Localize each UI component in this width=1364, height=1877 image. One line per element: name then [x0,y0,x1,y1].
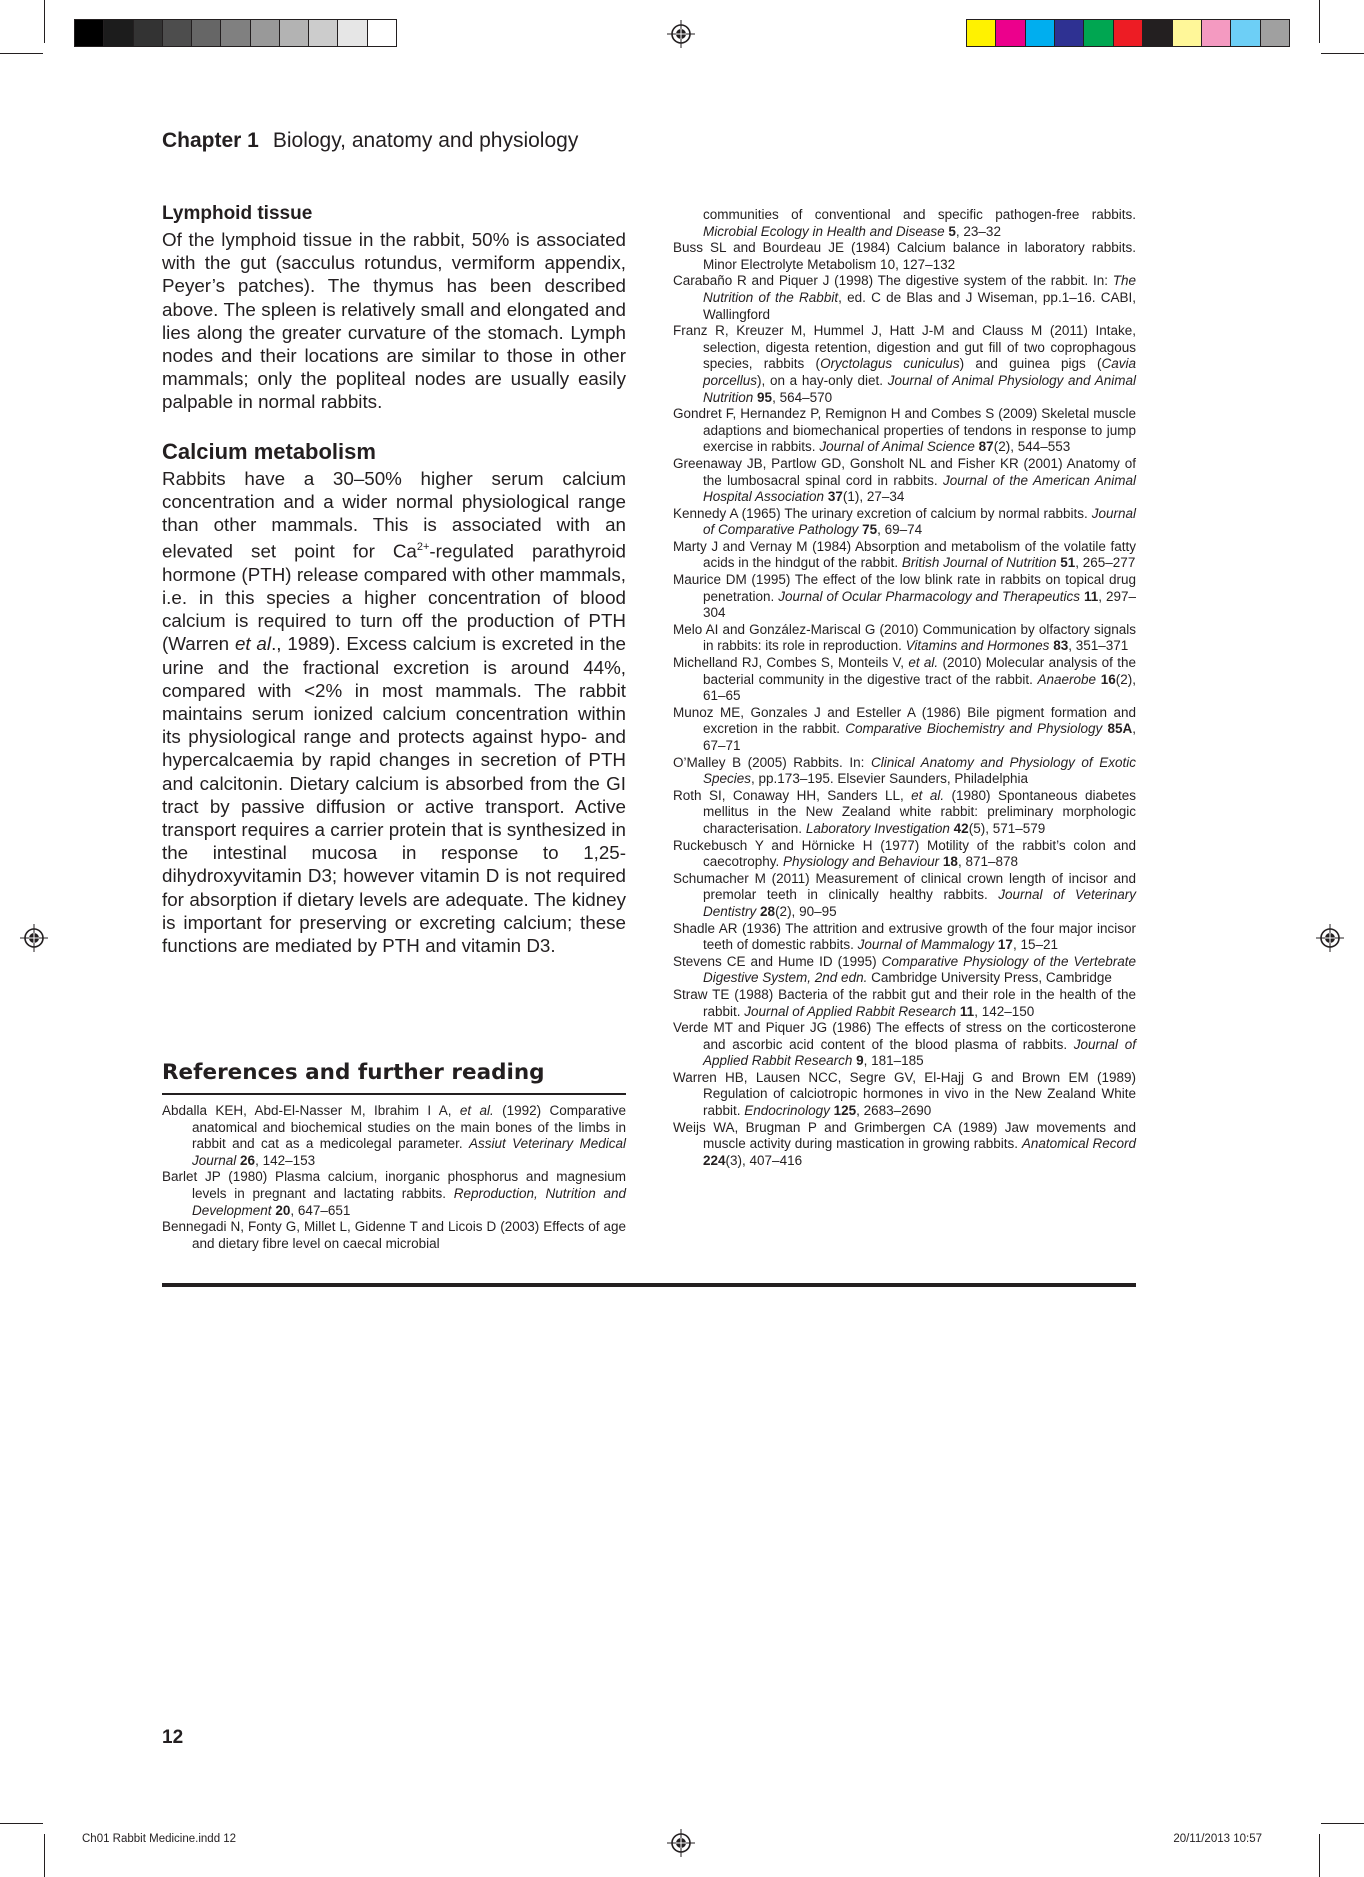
registration-mark-icon [1316,924,1344,952]
reference-text: Verde MT and Piquer JG (1986) The effects of stress on the corticosterone and ascorbic acid content of the blood plasma of rabbits. [673,1020,1136,1052]
journal-title: Journal of Animal Physiology and Animal Nutrition [703,372,1136,405]
volume: 9 [856,1053,864,1069]
chapter-title: Biology, anatomy and physiology [272,129,579,152]
reference-text: , 23–32 [955,223,1001,239]
reference-text: , 647–651 [290,1202,351,1218]
reference-text: (1), 27–34 [842,489,905,505]
italic-text: et al. [459,1103,494,1118]
reference-item [673,1020,1136,1070]
reference-text: communities of conventional and specific pathogen-free rabbits. [703,207,1136,222]
italic-text: et al [234,633,272,655]
color-swatch [1026,20,1055,46]
italic-text: Oryctolagus cuniculus [820,356,960,372]
reference-text: , 265–277 [1075,555,1136,571]
volume: 16 [1100,671,1116,687]
volume: 42 [953,820,969,836]
volume: 75 [862,522,878,538]
reference-text: Warren HB, Lausen NCC, Segre GV, El-Hajj G and Brown EM (1989) Regulation of calciotropic hormones in vivo in the New Zealand White rabbit. [673,1069,1136,1119]
italic-text: et al. [911,787,945,803]
journal-title: Reproduction, Nutrition and Development [192,1185,626,1218]
reference-text: Cambridge University Press, Cambridge [867,970,1112,986]
volume: 224 [703,1152,726,1168]
reference-text: , 181–185 [863,1053,924,1069]
slug-filename: Ch01 Rabbit Medicine.indd 12 [82,1833,237,1845]
reference-text: Melo AI and González-Mariscal G (2010) Communication by olfactory signals in rabbits: its role in reproduction. [673,621,1136,654]
color-swatch [1261,20,1289,46]
references-heading: References and further reading [162,1060,626,1095]
volume: 28 [760,903,776,919]
reference-text: Franz R, Kreuzer M, Hummel J, Hatt J-M and Clauss M (2011) Intake, selection, digesta retention, digestion and gut fill of two coprophagous species, rabbits ( [673,323,1136,372]
reference-text: (2), 544–553 [993,439,1071,455]
color-swatch [104,20,133,46]
chapter-number: Chapter 1 [162,129,259,152]
reference-item [162,1103,626,1169]
italic-text: Cavia porcellus [703,356,1137,388]
reference-text: Straw TE (1988) Bacteria of the rabbit gut and their role in the health of the rabbit. [673,986,1136,1019]
reference-item [673,655,1136,705]
superscript: 2+ [416,541,430,554]
color-swatch [75,20,104,46]
reference-item [162,1219,626,1252]
journal-title: Microbial Ecology in Health and Disease [703,223,945,239]
running-header [162,129,578,153]
volume: 125 [833,1103,857,1119]
color-swatch [1055,20,1084,46]
page-number: 12 [162,1727,184,1748]
reference-text: Gondret F, Hernandez P, Remignon H and Combes S (2009) Skeletal muscle adaptions and biomechanical properties of tendons in response to jump exercise in rabbits. [673,406,1136,455]
italic-text: Clinical Anatomy and Physiology of Exotic Species [703,754,1137,787]
reference-text: , ed. C de Blas and J Wiseman, pp.1–16. CABI, Wallingford [703,289,1136,322]
body-text: -regulated parathyroid hormone (PTH) release compared with other mammals, i.e. in this species a higher concentration of blood calcium is required to turn off the production of PTH (Warren [162,540,626,655]
reference-text: O’Malley B (2005) Rabbits. In: [673,754,871,770]
reference-text: Greenaway JB, Partlow GD, Gonsholt NL and Fisher KR (2001) Anatomy of the lumbosacral spinal cord in rabbits. [673,455,1136,488]
reference-text: Kennedy A (1965) The urinary excretion of calcium by normal rabbits. [673,505,1092,521]
italic-text: Comparative Physiology of the Vertebrate Digestive System, 2nd edn. [703,953,1136,986]
bottom-rule [162,1283,1136,1287]
reference-item [673,572,1136,622]
crop-mark [1319,0,1320,43]
reference-item [162,1169,626,1219]
reference-text: (5), 571–579 [968,820,1046,836]
section-heading: Calcium metabolism [162,438,376,464]
section-heading: Lymphoid tissue [162,203,313,224]
reference-text: (1992) Comparative anatomical and biochemical studies on the main bones of the limbs in rabbit and cat as a medicolegal parameter. [192,1103,626,1152]
color-swatch [280,20,309,46]
body-text: Rabbits have a 30–50% higher serum calcium concentration and a wider normal physiological range than other mammals. This is associated with an elevated set point for Ca [162,467,626,562]
volume: 95 [757,389,773,405]
volume: 85A [1107,721,1133,737]
italic-text: British Journal of Nutrition [901,555,1057,571]
italic-text: Vitamins and Hormones [905,638,1050,654]
crop-mark [1321,53,1364,54]
color-swatch [967,20,996,46]
reference-text: , 142–153 [255,1152,316,1168]
volume: 11 [959,1003,975,1019]
color-swatch [192,20,221,46]
reference-text: (3), 407–416 [725,1152,803,1168]
italic-text: Anaerobe [1037,671,1097,687]
section-body: Of the lymphoid tissue in the rabbit, 50% is associated with the gut (sacculus rotundus, vermiform appendix, Peyer’s patches). The thymus has been described above. The spleen is relatively small and elongated and lies along the greater curvature of the stomach. Lymph nodes and their locations are similar to those in other mammals; only the popliteal nodes are usually easily palpable in normal rabbits. [162,229,626,413]
volume: 87 [978,439,994,455]
reference-text: Marty J and Vernay M (1984) Absorption and metabolism of the volatile fatty acids in the hindgut of the rabbit. [673,538,1136,571]
italic-text: Journal of Comparative Pathology [703,505,1136,538]
color-swatch [368,20,396,46]
reference-item [673,705,1136,755]
registration-mark-icon [667,1829,695,1857]
reference-text: Munoz ME, Gonzales J and Esteller A (1986) Bile pigment formation and excretion in the rabbit. [673,704,1136,737]
reference-text: , 564–570 [772,389,833,405]
reference-text: Bennegadi N, Fonty G, Millet L, Gidenne T and Licois D (2003) Effects of age and dietary fibre level on caecal microbial [162,1219,626,1251]
reference-text: Shadle AR (1936) The attrition and extrusive growth of the four major incisor teeth of domestic rabbits. [673,920,1136,953]
italic-text: Journal of Mammalogy [857,937,995,953]
reference-text: , 15–21 [1012,937,1058,953]
color-swatch [1231,20,1260,46]
reference-text: Schumacher M (2011) Measurement of clinical crown length of incisor and premolar teeth in clinically healthy rabbits. [673,870,1136,903]
reference-text: , 2683–2690 [856,1103,932,1119]
reference-item [673,456,1136,506]
slug-timestamp: 20/11/2013 10:57 [1173,1833,1262,1845]
italic-text: The Nutrition of the Rabbit [703,273,1136,305]
italic-text: Journal of Applied Rabbit Research [744,1003,957,1019]
italic-text: Journal of Animal Science [819,439,975,455]
italic-text: Comparative Biochemistry and Physiology [845,721,1103,737]
crop-mark [44,1834,45,1877]
reference-text: Roth SI, Conaway HH, Sanders LL, [673,787,912,803]
left-column [162,203,626,957]
reference-item [673,788,1136,838]
color-swatch [221,20,250,46]
reference-text: (1980) Spontaneous diabetes mellitus in the New Zealand white rabbit: preliminary morphologic characterisation. [703,787,1136,836]
reference-text: , 142–150 [974,1003,1035,1019]
volume: 51 [1060,555,1076,571]
body-text: ., 1989). Excess calcium is excreted in the urine and the fractional excretion is around 44%, compared with <2% in most mammals. The rabbit maintains serum ionized calcium concentration within its physiological range and protects against hypo- and hypercalcaemia by rapid changes in secretion of PTH and calcitonin. Dietary calcium is absorbed from the GI tract by passive diffusion or active transport. Active transport requires a carrier protein that is synthesized in the intestinal mucosa in response to 1,25-dihydroxyvitamin D3; however vitamin D is not required for absorption if dietary levels are adequate. The kidney is important for preserving or excreting calcium; these functions are mediated by PTH and vitamin D3. [162,633,626,956]
reference-text: ), on a hay-only diet. [757,372,888,388]
reference-item [673,987,1136,1020]
volume: 11 [1083,588,1099,604]
reference-text: , 871–878 [957,854,1019,870]
color-swatch [1173,20,1202,46]
italic-text: Endocrinology [744,1103,830,1119]
color-swatch [996,20,1025,46]
lymphoid-section [162,203,626,414]
references-list-right [673,207,1136,1169]
color-swatch [134,20,163,46]
reference-item [673,240,1136,273]
volume: 83 [1053,638,1069,654]
color-swatch [251,20,280,46]
color-swatch [1114,20,1143,46]
italic-text: Physiology and Behaviour [783,854,940,870]
reference-text: Michelland RJ, Combes S, Monteils V, [673,655,909,671]
reference-text: Weijs WA, Brugman P and Grimbergen CA (1989) Jaw movements and muscle activity during mastication in growing rabbits. [673,1119,1136,1152]
reference-item [673,207,1136,240]
reference-entries [673,240,1136,1169]
volume: 17 [997,937,1013,953]
reference-text: Abdalla KEH, Abd-El-Nasser M, Ibrahim I A, [162,1103,460,1118]
reference-text: , pp.173–195. Elsevier Saunders, Philadelphia [751,771,1028,787]
crop-mark [0,53,43,54]
reference-item [673,954,1136,987]
reference-item [673,1070,1136,1120]
volume: 18 [942,854,958,870]
italic-text: Journal of Applied Rabbit Research [703,1036,1136,1069]
journal-title: Assiut Veterinary Medical Journal [192,1136,626,1168]
reference-text: ) and guinea pigs ( [959,356,1102,372]
reference-text: , 297–304 [703,588,1136,621]
reference-text: (2), 61–65 [703,671,1136,704]
reference-item [673,755,1136,788]
volume: 5 [948,223,956,239]
color-swatch [309,20,338,46]
reference-item [673,1120,1136,1170]
grayscale-color-bar [74,19,397,47]
reference-text: Stevens CE and Hume ID (1995) [673,953,882,969]
reference-item [673,622,1136,655]
reference-text: Barlet JP (1980) Plasma calcium, inorganic phosphorus and magnesium levels in pregnant and lactating rabbits. [162,1169,626,1201]
reference-text: (2010) Molecular analysis of the bacterial community in the digestive tract of the rabbit. [703,655,1136,687]
crop-mark [0,1823,43,1824]
process-color-bar [966,19,1290,47]
section-body [162,467,626,958]
reference-item [673,539,1136,572]
crop-mark [44,0,45,43]
crop-mark [1321,1823,1364,1824]
calcium-section [162,439,626,958]
reference-item [673,506,1136,539]
reference-item [673,838,1136,871]
italic-text: Laboratory Investigation [805,820,950,836]
color-swatch [1084,20,1113,46]
italic-text: Journal of Ocular Pharmacology and Therapeutics [778,588,1081,604]
reference-item [673,406,1136,456]
reference-text: Carabaño R and Piquer J (1998) The digestive system of the rabbit. In: [673,273,1113,289]
color-swatch [1202,20,1231,46]
volume: 20 [275,1202,291,1218]
italic-text: Anatomical Record [1021,1136,1136,1152]
italic-text: Journal of the American Animal Hospital Association [703,472,1136,505]
registration-mark-icon [20,924,48,952]
references-list-left [162,1103,626,1252]
reference-item [673,921,1136,954]
italic-text: et al. [908,655,939,671]
reference-text: (2), 90–95 [775,903,837,919]
reference-text: Ruckebusch Y and Hörnicke H (1977) Motility of the rabbit’s colon and caecotrophy. [673,837,1136,870]
volume: 26 [240,1152,256,1168]
italic-text: Journal of Veterinary Dentistry [703,887,1136,919]
color-swatch [338,20,367,46]
reference-text: Buss SL and Bourdeau JE (1984) Calcium balance in laboratory rabbits. Minor Electrolyte Metabolism 10, 127–132 [673,240,1136,272]
reference-item [673,871,1136,921]
reference-text: , 67–71 [703,721,1136,753]
volume: 37 [827,489,843,505]
reference-text: , 69–74 [877,522,923,538]
reference-item [673,273,1136,323]
color-swatch [163,20,192,46]
crop-mark [1319,1834,1320,1877]
registration-mark-icon [667,20,695,48]
reference-item [673,323,1136,406]
reference-text: Maurice DM (1995) The effect of the low blink rate in rabbits on topical drug penetration. [673,572,1136,604]
color-swatch [1143,20,1172,46]
reference-text: , 351–371 [1068,638,1129,654]
